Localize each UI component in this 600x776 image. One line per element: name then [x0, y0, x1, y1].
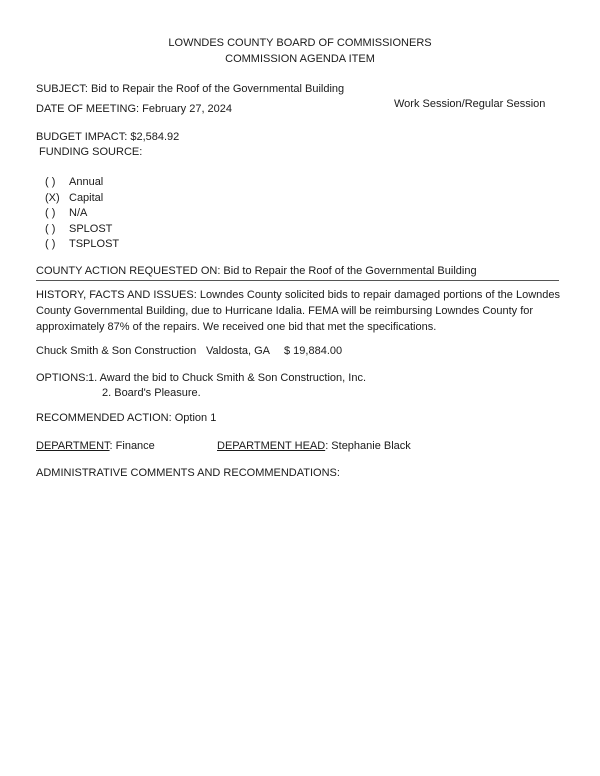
- funding-option-mark: ( ): [45, 207, 56, 219]
- county-action: COUNTY ACTION REQUESTED ON: Bid to Repair the Roof of the Governmental Building: [36, 265, 477, 277]
- funding-option-label: Annual: [69, 176, 104, 188]
- recommended-action: RECOMMENDED ACTION: Option 1: [36, 412, 217, 424]
- funding-option-label: TSPLOST: [69, 238, 120, 250]
- department-value: : Finance: [109, 440, 155, 452]
- department-head: [217, 440, 411, 452]
- option-item: 2. Board's Pleasure.: [102, 387, 201, 399]
- bid-amount: $ 19,884.00: [284, 345, 343, 357]
- department: [36, 440, 155, 452]
- budget-impact: BUDGET IMPACT: $2,584.92: [36, 131, 180, 143]
- meeting-date: DATE OF MEETING: February 27, 2024: [36, 103, 233, 115]
- department-label: DEPARTMENT: [36, 440, 110, 452]
- header-subtitle: COMMISSION AGENDA ITEM: [225, 53, 375, 65]
- administrative-comments: ADMINISTRATIVE COMMENTS AND RECOMMENDATIONS:: [36, 467, 340, 479]
- bid-company: Chuck Smith & Son Construction: [36, 345, 197, 357]
- header-title: LOWNDES COUNTY BOARD OF COMMISSIONERS: [168, 37, 432, 49]
- department-head-value: : Stephanie Black: [325, 440, 411, 452]
- session-type: Work Session/Regular Session: [394, 98, 546, 110]
- funding-option-mark: ( ): [45, 238, 56, 250]
- options-label: OPTIONS:: [36, 372, 89, 384]
- funding-option-label: Capital: [69, 192, 104, 204]
- funding-option-label: SPLOST: [69, 223, 113, 235]
- bid-city: Valdosta, GA: [206, 345, 270, 357]
- funding-option-mark: (X): [45, 192, 60, 204]
- section-divider: [36, 280, 559, 281]
- funding-option-mark: ( ): [45, 223, 56, 235]
- option-item: 1. Award the bid to Chuck Smith & Son Construction, Inc.: [88, 372, 366, 384]
- subject-line: SUBJECT: Bid to Repair the Roof of the Governmental Building: [36, 83, 345, 95]
- funding-option-label: N/A: [69, 207, 88, 219]
- funding-option-mark: ( ): [45, 176, 56, 188]
- funding-source-label: FUNDING SOURCE:: [39, 146, 143, 158]
- history-facts-issues: HISTORY, FACTS AND ISSUES: Lowndes County solicited bids to repair damaged portions of the Lowndes County Governmental Building, due to Hurricane Idalia. FEMA will be reimbursing Lowndes County for approximately 87% of the repairs. We received one bid that met the specifications.: [36, 289, 560, 333]
- department-head-label: DEPARTMENT HEAD: [217, 440, 326, 452]
